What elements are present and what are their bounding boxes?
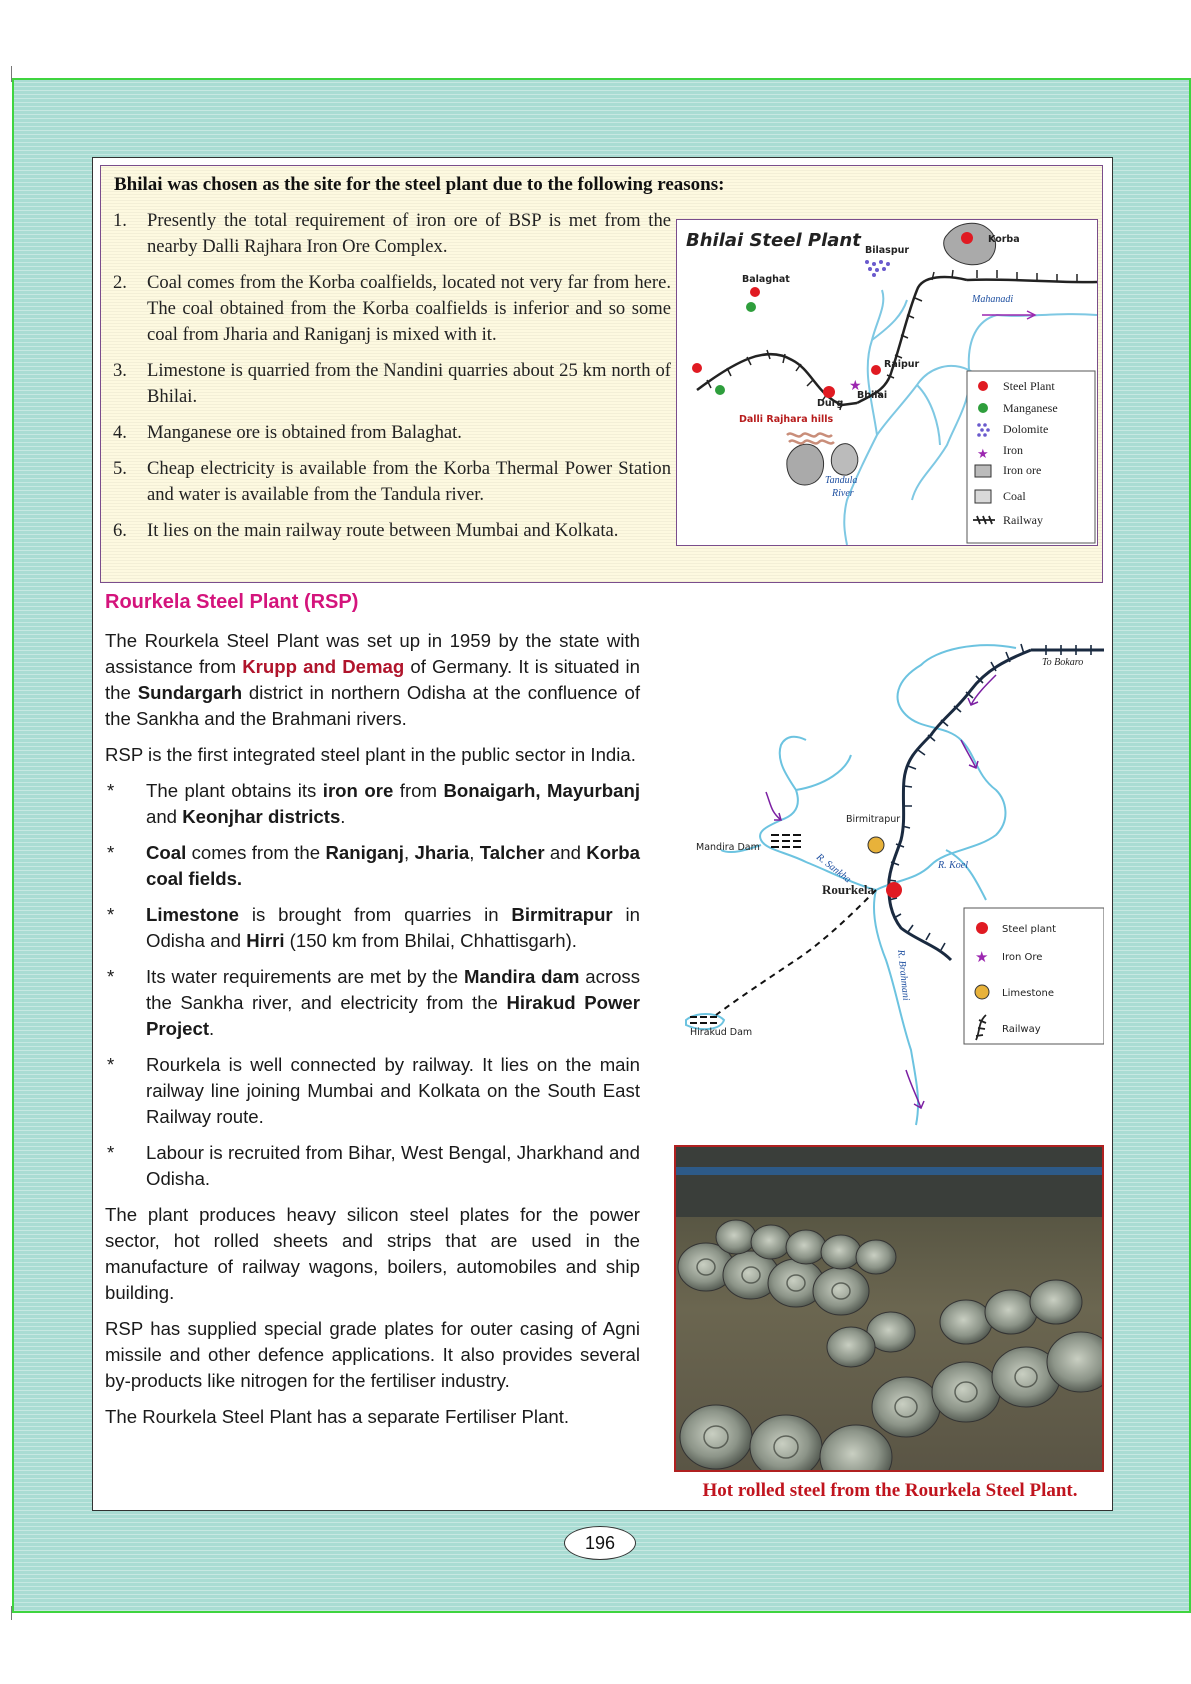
transmission-line: [716, 890, 876, 1015]
legend-label: Railway: [1003, 513, 1043, 527]
reason-item: 3. Limestone is quarried from the Nandini quarries about 25 km north of Bhilai.: [113, 360, 671, 407]
label-korba: Korba: [988, 234, 1020, 245]
label-r-sankha: R. Sankha: [814, 851, 853, 886]
legend-label: Dolomite: [1003, 422, 1049, 436]
rsp-paragraph: The Rourkela Steel Plant has a separate Fertiliser Plant.: [105, 1406, 570, 1427]
label-raipur: Raipur: [884, 359, 920, 370]
reason-item: 5. Cheap electricity is available from the Korba Thermal Power Station and water is available from the Tandula river.: [113, 458, 671, 505]
label-tandula: Tandula: [825, 475, 858, 486]
rsp-paragraph: The plant produces heavy silicon steel plates for the power sector, hot rolled sheets and strips that are used in the manufacture of railway wagons, boilers, automobiles and ship building.: [105, 1204, 640, 1303]
dam-icon: [690, 1017, 717, 1023]
legend-label: Manganese: [1003, 401, 1058, 415]
label-birmitrapur: Birmitrapur: [846, 814, 901, 825]
steel-coils-image: [676, 1147, 1102, 1470]
bhilai-steel-plant-map: [676, 219, 1098, 546]
steel-plant-marker: [692, 363, 702, 373]
bullet-item: * Labour is recruited from Bihar, West Bengal, Jharkhand and Odisha.: [107, 1142, 640, 1189]
railway-ties: [888, 644, 1024, 950]
rsp-paragraph: RSP is the first integrated steel plant in the public sector in India.: [105, 744, 636, 765]
legend-iron-icon: ★: [977, 446, 989, 461]
rsp-paragraph: RSP has supplied special grade plates for outer casing of Agni missile and other defence applications. It also provides several by-products like nitrogen for the fertiliser industry.: [105, 1318, 640, 1391]
hills-icon: [789, 441, 834, 444]
legend-iron-ore-icon: ★: [975, 948, 989, 966]
rourkela-map: [676, 640, 1104, 1130]
manganese-marker: [715, 385, 725, 395]
bullet-item: * Rourkela is well connected by railway. It lies on the main railway line joining Mumbai and Kolkata on the South East Railway route.: [107, 1054, 640, 1127]
label-mandira-dam: Mandira Dam: [696, 842, 760, 853]
section-title: Rourkela Steel Plant (RSP): [105, 591, 359, 613]
limestone-marker: [868, 837, 884, 853]
steel-plant-marker: [871, 365, 881, 375]
page-number: 196: [564, 1526, 636, 1560]
legend-coal-icon: [975, 490, 991, 503]
rsp-bullets: [105, 778, 640, 1192]
legend-manganese-icon: [978, 403, 988, 413]
iron-ore-deposit: [787, 444, 824, 485]
legend-label: Railway: [1002, 1024, 1041, 1035]
steel-coils-photo: [674, 1145, 1104, 1472]
legend-label: Iron ore: [1003, 463, 1042, 477]
label-balaghat: Balaghat: [742, 274, 790, 285]
legend-label: Steel plant: [1002, 924, 1057, 935]
rsp-paragraph: The Rourkela Steel Plant was set up in 1959 by the state with assistance from Krupp and Demag of Germany. It is situated in the Sundargarh district in northern Odisha at the confluence of the Sankha and the Brahmani rivers.: [105, 630, 640, 729]
reason-item: 2. Coal comes from the Korba coalfields, located not very far from here. The coal obtained from the Korba coalfields is inferior and so some coal from Jharia and Raniganj is mixed with it.: [113, 272, 671, 345]
dam-icon: [771, 835, 801, 847]
iron-star-icon: ★: [849, 377, 862, 393]
bullet-item: * Coal comes from the Raniganj, Jharia, Talcher and Korba coal fields.: [107, 842, 640, 889]
reasons-heading: Bhilai was chosen as the site for the steel plant due to the following reasons:: [114, 174, 725, 195]
bullet-item: * Limestone is brought from quarries in Birmitrapur in Odisha and Hirri (150 km from Bhilai, Chhattisgarh).: [107, 904, 640, 951]
label-hirakud-dam: Hirakud Dam: [690, 1027, 753, 1038]
label-r-brahmani: R. Brahmani: [895, 949, 912, 1002]
legend-iron-ore-icon: [975, 465, 991, 477]
iron-ore-deposit: [831, 444, 857, 475]
steel-plant-marker: [823, 386, 835, 398]
flow-arrow-icon: [766, 675, 996, 1108]
hills-icon: [787, 434, 832, 437]
label-river: River: [832, 488, 854, 499]
legend-label: Iron Ore: [1002, 952, 1043, 963]
bullet-item: * Its water requirements are met by the Mandira dam across the Sankha river, and electricity from the Hirakud Power Project.: [107, 966, 641, 1039]
label-r-koel: R. Koel: [938, 860, 968, 871]
legend-label: Iron: [1003, 443, 1023, 457]
legend-steel-icon: [976, 922, 988, 934]
label-to-bokaro: To Bokaro: [1042, 657, 1084, 668]
manganese-marker: [746, 302, 756, 312]
reason-item: 4. Manganese ore is obtained from Balaghat.: [113, 422, 462, 443]
label-bhilai: Bhilai: [857, 390, 888, 401]
reason-item: 1. Presently the total requirement of iron ore of BSP is met from the nearby Dalli Rajhara Iron Ore Complex.: [113, 210, 671, 257]
steel-plant-marker: [961, 232, 973, 244]
legend-label: Steel Plant: [1003, 379, 1055, 393]
legend-limestone-icon: [975, 985, 989, 999]
label-bilaspur: Bilaspur: [865, 245, 910, 256]
label-dalli-rajhara: Dalli Rajhara hills: [739, 414, 834, 425]
label-durg: Durg: [817, 398, 844, 409]
legend-label: Limestone: [1002, 988, 1054, 999]
label-rourkela: Rourkela: [822, 882, 874, 897]
dolomite-dots: [865, 260, 890, 277]
rsp-text-column: [105, 628, 640, 1440]
legend-label: Coal: [1003, 489, 1026, 503]
label-mahanadi: Mahanadi: [972, 294, 1014, 305]
steel-plant-marker: [886, 882, 902, 898]
steel-plant-marker: [750, 287, 760, 297]
bullet-item: * The plant obtains its iron ore from Bonaigarh, Mayurbanj and Keonjhar districts.: [107, 780, 640, 827]
photo-caption: Hot rolled steel from the Rourkela Steel Plant.: [702, 1480, 1078, 1501]
reason-item: 6. It lies on the main railway route between Mumbai and Kolkata.: [113, 520, 619, 541]
legend-steel-icon: [978, 381, 988, 391]
reasons-list: [111, 208, 671, 554]
map-title: Bhilai Steel Plant: [686, 230, 861, 251]
